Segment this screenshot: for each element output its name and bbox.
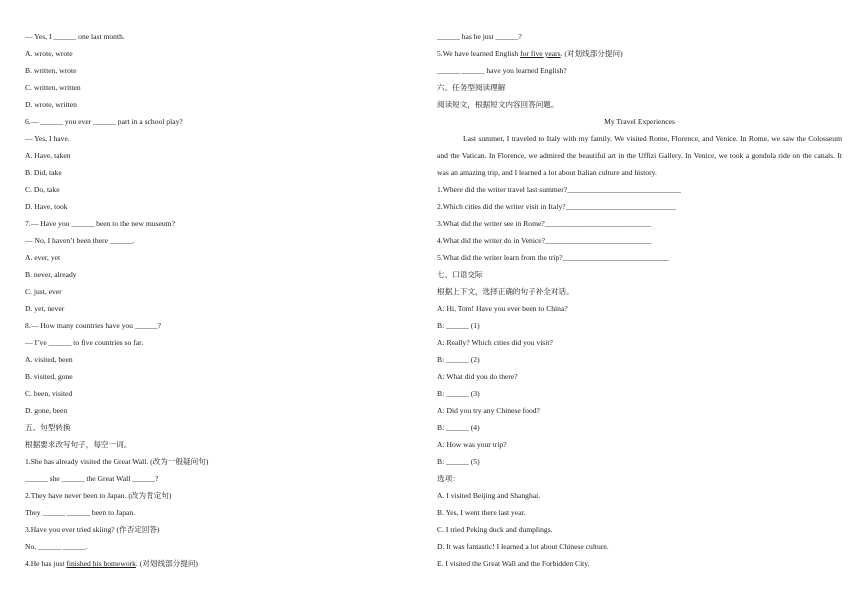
option-line: B. Did, take <box>25 168 62 177</box>
answer-line: ______ ______ have you learned English? <box>437 66 567 75</box>
option-line: A. wrote, wrote <box>25 49 73 58</box>
dialogue-line: B: ______ (4) <box>437 423 480 432</box>
dialogue-line: A: Did you try any Chinese food? <box>437 406 540 415</box>
question-7: 7.— Have you ______ been to the new museum? <box>25 219 175 228</box>
transform-question-3: 3.Have you ever tried skiing? (作否定回答) <box>25 525 160 534</box>
reading-question-1: 1.Where did the writer travel last summer?______________________________ <box>437 185 682 194</box>
dialogue-line: B: ______ (2) <box>437 355 480 364</box>
dialogue-line: B: ______ (1) <box>437 321 480 330</box>
passage-body: Last summer, I traveled to Italy with my family. We visited Rome, Florence, and Venice. In Rome, we saw the Colosseum and the Vatican. In Florence, we admired the beautiful art in the Uffizi Gallery. In Venice, we took a gondola ride on the canals. It was an amazing trip, and I learned a lot about Italian culture and history. <box>437 134 842 177</box>
option-line: C. Do, take <box>25 185 60 194</box>
transform-question-5 <box>437 45 842 62</box>
text-line: — Yes, I ______ one last month. <box>25 32 125 41</box>
right-column <box>437 28 842 572</box>
answer-line: ______ has he just ______? <box>437 32 522 41</box>
answer-line: They ______ ______ been to Japan. <box>25 508 136 517</box>
passage-title: My Travel Experiences <box>604 117 675 126</box>
dialogue-line: B: ______ (3) <box>437 389 480 398</box>
section-5-heading: 五、句型转换 <box>25 423 71 432</box>
option-line: A. ever, yet <box>25 253 61 262</box>
options-label: 选项： <box>437 474 460 483</box>
option-line: A. Have, taken <box>25 151 71 160</box>
reading-question-4: 4.What did the writer do in Venice?____________________________ <box>437 236 652 245</box>
transform-question-2: 2.They have never been to Japan. (改为肯定句) <box>25 491 172 500</box>
option-line: D. yet, never <box>25 304 65 313</box>
section-5-instructions: 根据要求改写句子，每空一词。 <box>25 440 132 449</box>
reading-question-5: 5.What did the writer learn from the trip?____________________________ <box>437 253 669 262</box>
transform-question-1: 1.She has already visited the Great Wall. (改为一般疑问句) <box>25 457 209 466</box>
dialogue-line: A: How was your trip? <box>437 440 507 449</box>
option-line: B. never, already <box>25 270 77 279</box>
underlined-phrase: for five years <box>520 49 561 58</box>
option-line: C. been, visited <box>25 389 73 398</box>
option-line: B. written, wrote <box>25 66 77 75</box>
option-line: D. It was fantastic! I learned a lot about Chinese culture. <box>437 542 609 551</box>
option-line: C. written, written <box>25 83 81 92</box>
left-column <box>25 28 415 572</box>
option-line: C. I tried Peking duck and dumplings. <box>437 525 553 534</box>
option-line: B. Yes, I went there last year. <box>437 508 526 517</box>
option-line: D. gone, been <box>25 406 68 415</box>
dialogue-line: B: ______ (5) <box>437 457 480 466</box>
option-line: C. just, ever <box>25 287 62 296</box>
section-6-heading: 六、任务型阅读理解 <box>437 83 506 92</box>
section-6-instructions: 阅读短文，根据短文内容回答问题。 <box>437 100 559 109</box>
reading-question-2: 2.Which cities did the writer visit in Italy?_____________________________ <box>437 202 676 211</box>
text-line: — No, I haven’t been there ______. <box>25 236 135 245</box>
reading-question-3: 3.What did the writer see in Rome?____________________________ <box>437 219 652 228</box>
option-line: A. I visited Beijing and Shanghai. <box>437 491 541 500</box>
dialogue-line: A: Hi, Tom! Have you ever been to China? <box>437 304 568 313</box>
text-line: — I’ve ______ to five countries so far. <box>25 338 144 347</box>
option-line: A. visited, been <box>25 355 73 364</box>
dialogue-line: A: Really? Which cities did you visit? <box>437 338 553 347</box>
option-line: B. visited, gone <box>25 372 73 381</box>
underlined-phrase: finished his homework <box>66 559 136 568</box>
question-note: . (对划线部分提问) <box>560 49 623 58</box>
text-line: — Yes, I have. <box>25 134 70 143</box>
question-6: 6.— ______ you ever ______ part in a school play? <box>25 117 183 126</box>
answer-line: ______ she ______ the Great Wall ______? <box>25 474 159 483</box>
question-8: 8.— How many countries have you ______? <box>25 321 162 330</box>
answer-line: No, ______ ______. <box>25 542 88 551</box>
question-text: 5.We have learned English <box>437 49 521 58</box>
section-7-heading: 七、口语交际 <box>437 270 483 279</box>
option-line: D. Have, took <box>25 202 68 211</box>
section-7-instructions: 根据上下文，选择正确的句子补全对话。 <box>437 287 574 296</box>
option-line: E. I visited the Great Wall and the Forbidden City. <box>437 559 590 568</box>
option-line: D. wrote, written <box>25 100 77 109</box>
dialogue-line: A: What did you do there? <box>437 372 518 381</box>
question-note: . (对划线部分提问) <box>135 559 198 568</box>
transform-question-4 <box>25 555 415 572</box>
question-text: 4.He has just <box>25 559 67 568</box>
